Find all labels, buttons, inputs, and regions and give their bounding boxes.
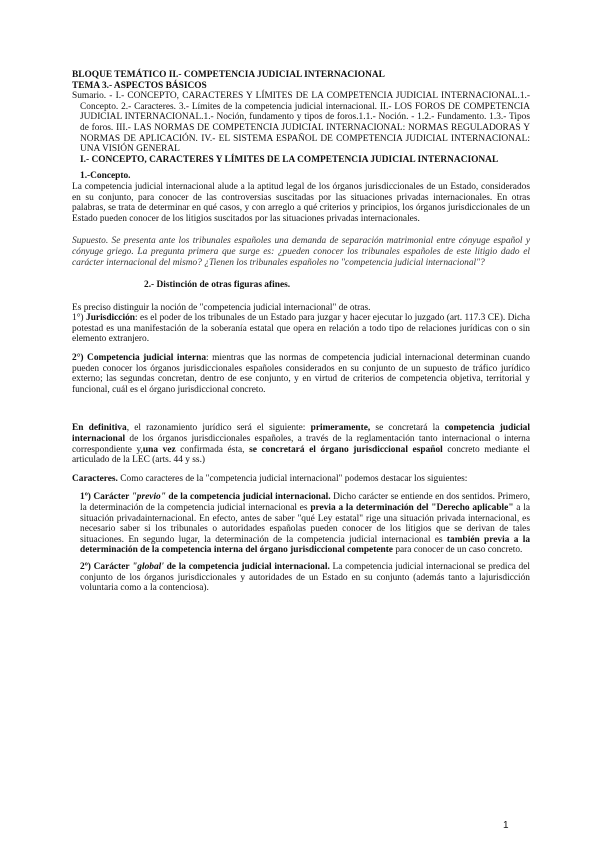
c1-t2: a la situación privadainternacional. En efecto, antes de saber "qué Ley estatal" rige una situación privada internacional, es necesario saber si los tribunales o autoridades españolas pueden conocer de los litigios que se derivan de tales situaciones. En segundo lugar, la determinación de la competencia judicial internacional es bbox=[80, 503, 530, 545]
c1-t1: Dicho carácter se entiende en dos sentidos. Primero, la determinación de la competencia judicial internacional es bbox=[80, 492, 530, 513]
concepto-heading: 1.-Concepto. bbox=[80, 171, 131, 182]
definitiva-t5: concreto mediante el articulado de la LEC (arts. 44 y ss.) bbox=[72, 444, 530, 466]
item1-num: 1°) bbox=[72, 313, 87, 324]
caracter-previo-paragraph bbox=[72, 492, 530, 556]
definitiva-b2: primeramente, bbox=[310, 423, 371, 434]
competencia-interna-paragraph bbox=[72, 353, 530, 395]
section-1-title: I.- CONCEPTO, CARACTERES Y LÍMITES DE LA COMPETENCIA JUDICIAL INTERNACIONAL bbox=[80, 154, 499, 165]
bloque-title: BLOQUE TEMÁTICO II.- COMPETENCIA JUDICIAL INTERNACIONAL bbox=[72, 70, 385, 80]
definitiva-b5: se concretará el órgano jurisdiccional español bbox=[249, 444, 443, 455]
definitiva-b1: En definitiva bbox=[72, 423, 127, 434]
c1-b3: también previa a la determinación de la competencia interna del órgano jurisdiccional competente bbox=[80, 534, 531, 556]
jurisdiccion-paragraph bbox=[72, 313, 530, 345]
tema-title: TEMA 3.- ASPECTOS BÁSICOS bbox=[72, 80, 207, 91]
caracter-global-paragraph bbox=[72, 562, 530, 594]
distincion-intro: Es preciso distinguir la noción de "competencia judicial internacional" de otras. bbox=[72, 302, 371, 313]
competencia-interna-term: 2°) Competencia judicial interna bbox=[72, 353, 207, 364]
c1-t3: para conocer de un caso concreto. bbox=[392, 545, 523, 556]
definitiva-t4: confirmada ésta, bbox=[175, 444, 250, 455]
sumario: Sumario. - I.- CONCEPTO, CARACTERES Y LÍMITES DE LA COMPETENCIA JUDICIAL INTERNACIONAL.1.-Concepto. 2.- Caracteres. 3.- Límites de la competencia judicial internacional. II.- LOS FOROS DE COMPETENCIA JUDICIAL INTERNACIONAL.1.- Noción, fundamento y tipos de foros.1.1.- Noción. - 1.2.- Fundamento. 1.3.- Tipos de foros. III.- LAS NORMAS DE COMPETENCIA JUDICIAL INTERNACIONAL: NORMAS REGULADORAS Y NORMAS DE APLICACIÓN. IV.- EL SISTEMA ESPAÑOL DE COMPETENCIA JUDICIAL INTERNACIONAL: UNA VISIÓN GENERAL bbox=[72, 91, 530, 155]
definitiva-t3: de los órganos jurisdiccionales españoles, a través de la reglamentación tanto internacional o interna correspondiente y, bbox=[72, 434, 530, 455]
definitiva-b3: competencia judicial internacional bbox=[72, 423, 530, 445]
c2-c: de la competencia judicial internacional. bbox=[163, 561, 330, 572]
concepto-text: La competencia judicial internacional alude a la aptitud legal de los órganos jurisdiccionales de un Estado, considerados en su conjunto, para conocer de las controversias suscitadas por las situaciones privadas internacionales. En otras palabras, se trata de determinar en qué casos, y con arreglo a qué criterios y principios, los órganos jurisdiccionales de un Estado pueden conocer de los litigios suscitados por las situaciones privadas internacionales. bbox=[72, 181, 530, 224]
definitiva-t1: , el razonamiento jurídico será el siguiente: bbox=[126, 423, 311, 434]
c2-t1: La competencia judicial internacional se predica del conjunto de los órganos jurisdiccionales y autoridades de un Estado en su conjunto (además tanto a lajurisdicción voluntaria como a la contenciosa). bbox=[80, 561, 530, 594]
c2-a: 2º) Carácter bbox=[80, 561, 133, 572]
caracteres-heading: Caracteres. bbox=[72, 473, 118, 484]
c2-b: "global' bbox=[132, 561, 164, 572]
c1-b2: previa a la determinación del "Derecho aplicable" bbox=[310, 503, 514, 513]
caracteres-paragraph bbox=[72, 474, 530, 485]
definitiva-paragraph bbox=[72, 423, 530, 465]
c1-a: 1º) Carácter bbox=[80, 492, 132, 503]
c1-c: de la competencia judicial internacional. bbox=[165, 492, 331, 503]
jurisdiccion-term: Jurisdicción bbox=[86, 313, 135, 324]
document-body bbox=[72, 70, 530, 594]
c1-b: "previo" bbox=[131, 492, 166, 503]
distincion-heading: 2.- Distinción de otras figuras afines. bbox=[144, 280, 291, 291]
supuesto-paragraph: Supuesto. Se presenta ante los tribunales españoles una demanda de separación matrimonial entre cónyuge español y cónyuge griego. La pregunta primera que surge es: ¿pueden conocer los tribunales españoles de este litigio dado el carácter internacional del mismo? ¿Tienen los tribunales españoles no "competencia judicial internacional"? bbox=[72, 236, 530, 268]
competencia-interna-text: : mientras que las normas de competencia judicial internacional determinan cuando pueden conocer los órganos jurisdiccionales españoles considerados en su conjunto de un supuesto de tráfico jurídico externo; las segundas concretan, dentro de ese conjunto, y en virtud de criterios de competencia objetiva, territorial y funcional, cuál es el órgano jurisdiccional concreto. bbox=[72, 353, 530, 395]
page-number: 1 bbox=[503, 820, 509, 831]
jurisdiccion-text: : es el poder de los tribunales de un Estado para juzgar y hacer ejecutar lo juzgado (art. 117.3 CE). Dicha potestad es una manifestación de la soberanía estatal que opera en relación a todo tipo de relaciones jurídicas con o sin elemento extranjero. bbox=[72, 313, 531, 345]
caracteres-intro: Como caracteres de la "competencia judicial internacional" podemos destacar los siguientes: bbox=[117, 473, 468, 484]
definitiva-t2: se concretará la bbox=[370, 423, 445, 434]
definitiva-b4: una vez bbox=[142, 444, 176, 455]
